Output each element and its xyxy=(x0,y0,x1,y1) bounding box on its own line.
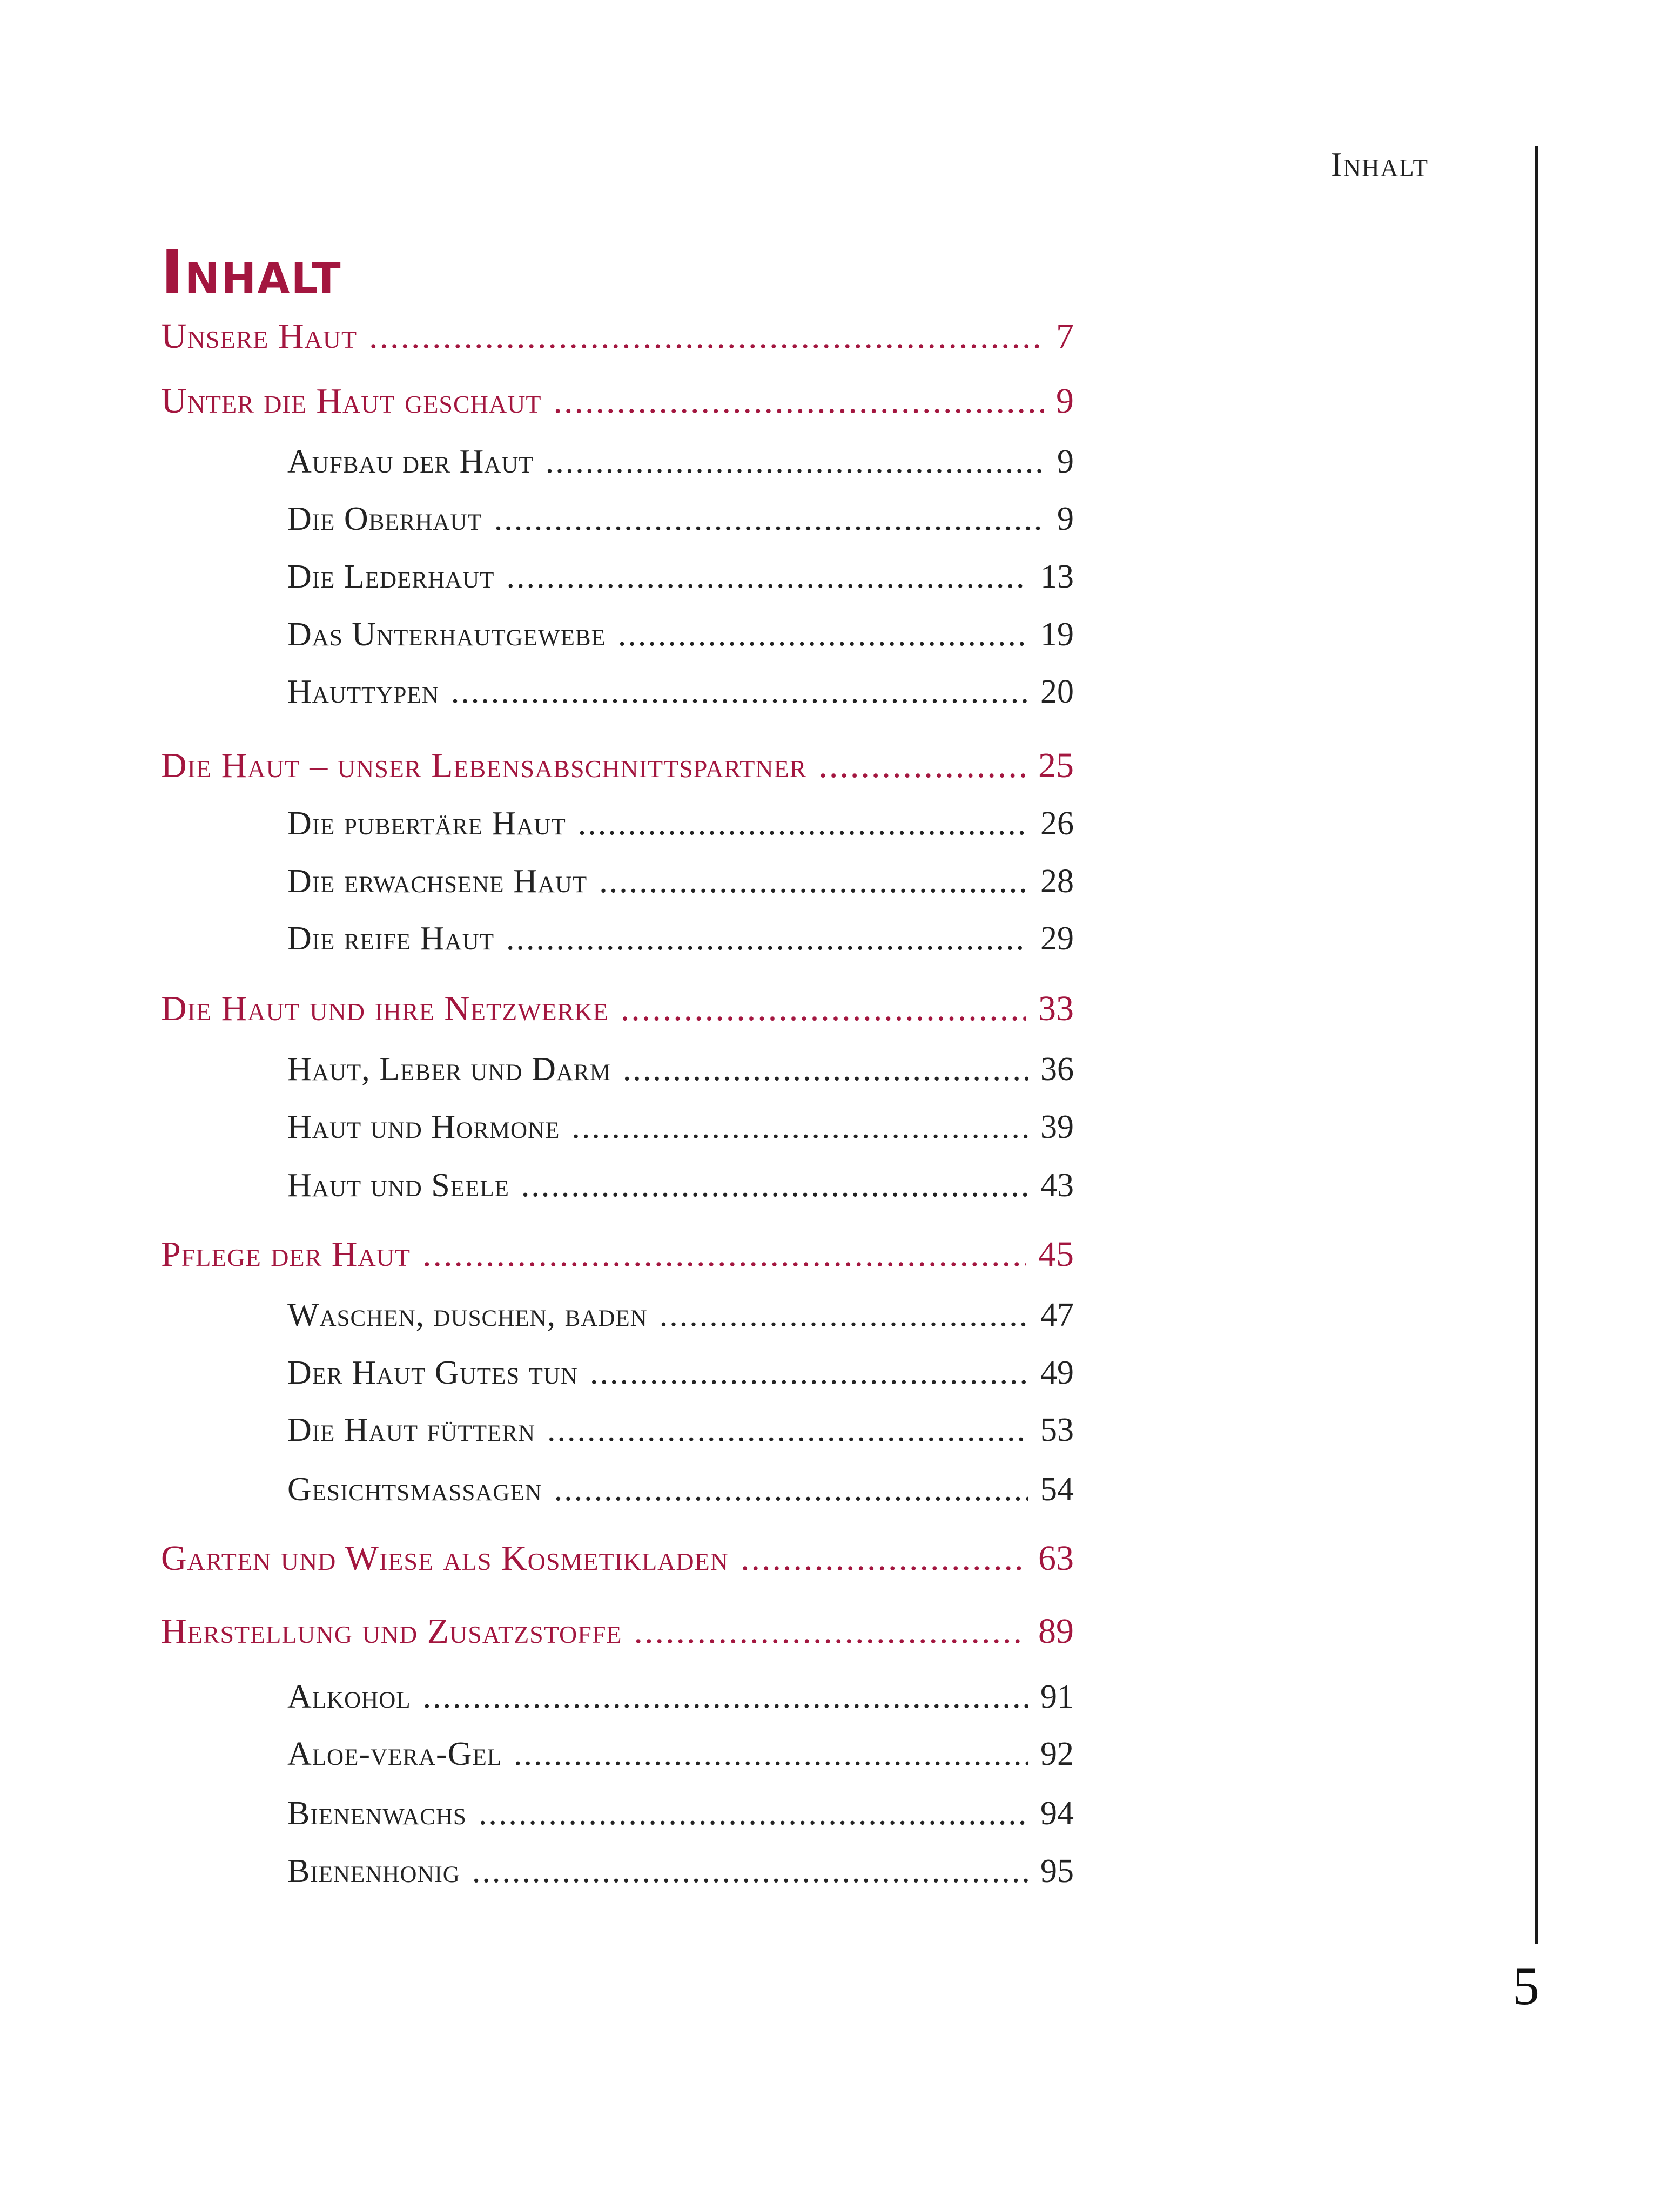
toc-entry-page: 39 xyxy=(1040,1109,1074,1145)
toc-entry-label: Die Oberhaut xyxy=(287,501,482,537)
dot-leader xyxy=(553,381,1044,422)
toc-entry-page: 54 xyxy=(1040,1471,1074,1508)
toc-entry-page: 47 xyxy=(1040,1297,1074,1333)
toc-entry[interactable] xyxy=(161,1611,1074,1652)
toc-entry[interactable] xyxy=(287,616,1074,654)
toc-entry-label: Die pubertäre Haut xyxy=(287,805,566,842)
toc-entry-page: 49 xyxy=(1040,1354,1074,1391)
toc-entry-page: 9 xyxy=(1057,443,1074,480)
toc-entry[interactable] xyxy=(287,1296,1074,1334)
toc-entry-label: Alkohol xyxy=(287,1678,411,1715)
dot-leader xyxy=(741,1538,1026,1579)
toc-entry-label: Haut und Hormone xyxy=(287,1109,560,1145)
dot-leader xyxy=(514,1735,1028,1773)
toc-entry-page: 95 xyxy=(1040,1853,1074,1890)
dot-leader xyxy=(521,1166,1028,1205)
toc-entry[interactable] xyxy=(287,1108,1074,1147)
toc-entry-label: Das Unterhautgewebe xyxy=(287,616,606,653)
toc-entry-page: 13 xyxy=(1040,558,1074,595)
toc-entry-label: Aufbau der Haut xyxy=(287,443,534,480)
dot-leader xyxy=(506,558,1028,596)
toc-entry[interactable] xyxy=(161,988,1074,1029)
toc-entry[interactable] xyxy=(161,1538,1074,1579)
toc-entry-page: 53 xyxy=(1040,1412,1074,1448)
toc-entry[interactable] xyxy=(287,1852,1074,1891)
toc-entry[interactable] xyxy=(287,1678,1074,1716)
toc-entry-label: Haut, Leber und Darm xyxy=(287,1051,611,1088)
toc-entry-label: Bienenhonig xyxy=(287,1853,460,1890)
toc-entry-page: 63 xyxy=(1038,1539,1074,1578)
toc-entry[interactable] xyxy=(287,673,1074,711)
toc-entry[interactable] xyxy=(161,745,1074,786)
toc-entry-label: Bienenwachs xyxy=(287,1795,467,1832)
toc-entry-page: 20 xyxy=(1040,673,1074,710)
toc-entry-page: 29 xyxy=(1040,920,1074,957)
dot-leader xyxy=(451,673,1028,711)
dot-leader xyxy=(634,1611,1026,1652)
dot-leader xyxy=(623,1050,1028,1089)
dot-leader xyxy=(494,500,1045,538)
page-title: Inhalt xyxy=(161,238,342,308)
toc-entry[interactable] xyxy=(287,1795,1074,1833)
dot-leader xyxy=(660,1296,1028,1334)
toc-entry[interactable] xyxy=(287,558,1074,596)
toc-entry-label: Haut und Seele xyxy=(287,1167,509,1204)
toc-entry-page: 25 xyxy=(1038,746,1074,785)
toc-entry-page: 28 xyxy=(1040,863,1074,900)
toc-entry[interactable] xyxy=(287,1411,1074,1449)
dot-leader xyxy=(621,988,1026,1029)
running-head: Inhalt xyxy=(1330,145,1429,184)
toc-entry-page: 9 xyxy=(1056,381,1074,421)
toc-entry-label: Garten und Wiese als Kosmetikladen xyxy=(161,1539,729,1578)
toc-entry-label: Die Haut füttern xyxy=(287,1412,536,1448)
toc-entry-label: Die erwachsene Haut xyxy=(287,863,588,900)
toc-entry-label: Aloe-vera-Gel xyxy=(287,1736,502,1772)
toc-entry[interactable] xyxy=(161,1234,1074,1275)
toc-entry[interactable] xyxy=(287,443,1074,481)
toc-entry[interactable] xyxy=(161,316,1074,357)
toc-entry[interactable] xyxy=(287,805,1074,843)
dot-leader xyxy=(818,745,1026,786)
toc-entry-page: 89 xyxy=(1038,1611,1074,1651)
toc-entry-label: Gesichtsmassagen xyxy=(287,1471,542,1508)
toc-entry-page: 33 xyxy=(1038,989,1074,1028)
toc-entry[interactable] xyxy=(287,1050,1074,1089)
toc-entry-label: Herstellung und Zusatzstoffe xyxy=(161,1611,622,1651)
dot-leader xyxy=(554,1471,1028,1509)
toc-entry[interactable] xyxy=(287,500,1074,538)
toc-entry-page: 26 xyxy=(1040,805,1074,842)
toc-entry-page: 92 xyxy=(1040,1736,1074,1772)
toc-entry-page: 43 xyxy=(1040,1167,1074,1204)
dot-leader xyxy=(618,616,1028,654)
toc-entry-page: 19 xyxy=(1040,616,1074,653)
toc-entry-label: Unsere Haut xyxy=(161,316,358,356)
dot-leader xyxy=(590,1354,1028,1392)
toc-entry-page: 9 xyxy=(1057,501,1074,537)
toc-entry-page: 91 xyxy=(1040,1678,1074,1715)
toc-entry[interactable] xyxy=(287,1354,1074,1392)
toc-entry[interactable] xyxy=(161,381,1074,422)
toc-entry[interactable] xyxy=(287,1471,1074,1509)
dot-leader xyxy=(423,1678,1028,1716)
toc-entry-label: Die reife Haut xyxy=(287,920,494,957)
toc-entry-page: 94 xyxy=(1040,1795,1074,1832)
dot-leader xyxy=(578,805,1028,843)
toc-entry-label: Unter die Haut geschaut xyxy=(161,381,542,421)
dot-leader xyxy=(472,1852,1028,1891)
toc-entry-label: Der Haut Gutes tun xyxy=(287,1354,579,1391)
toc-entry[interactable] xyxy=(287,862,1074,901)
toc-entry[interactable] xyxy=(287,1166,1074,1205)
toc-entry-label: Die Haut und ihre Netzwerke xyxy=(161,989,609,1028)
dot-leader xyxy=(547,1411,1028,1449)
toc-entry[interactable] xyxy=(287,1735,1074,1773)
toc-entry-page: 36 xyxy=(1040,1051,1074,1088)
page-number: 5 xyxy=(1512,1956,1539,2016)
toc-entry-label: Hauttypen xyxy=(287,673,439,710)
toc-entry[interactable] xyxy=(287,920,1074,958)
toc-entry-label: Pflege der Haut xyxy=(161,1235,411,1274)
dot-leader xyxy=(506,920,1028,958)
dot-leader xyxy=(546,443,1045,481)
dot-leader xyxy=(571,1108,1028,1147)
toc-entry-label: Waschen, duschen, baden xyxy=(287,1297,648,1333)
toc-entry-label: Die Lederhaut xyxy=(287,558,495,595)
dot-leader xyxy=(599,862,1028,901)
dot-leader xyxy=(422,1234,1026,1275)
toc-entry-label: Die Haut – unser Lebensabschnittspartner xyxy=(161,746,807,785)
dot-leader xyxy=(369,316,1044,357)
toc-entry-page: 45 xyxy=(1038,1235,1074,1274)
toc-entry-page: 7 xyxy=(1056,316,1074,356)
dot-leader xyxy=(479,1795,1028,1833)
